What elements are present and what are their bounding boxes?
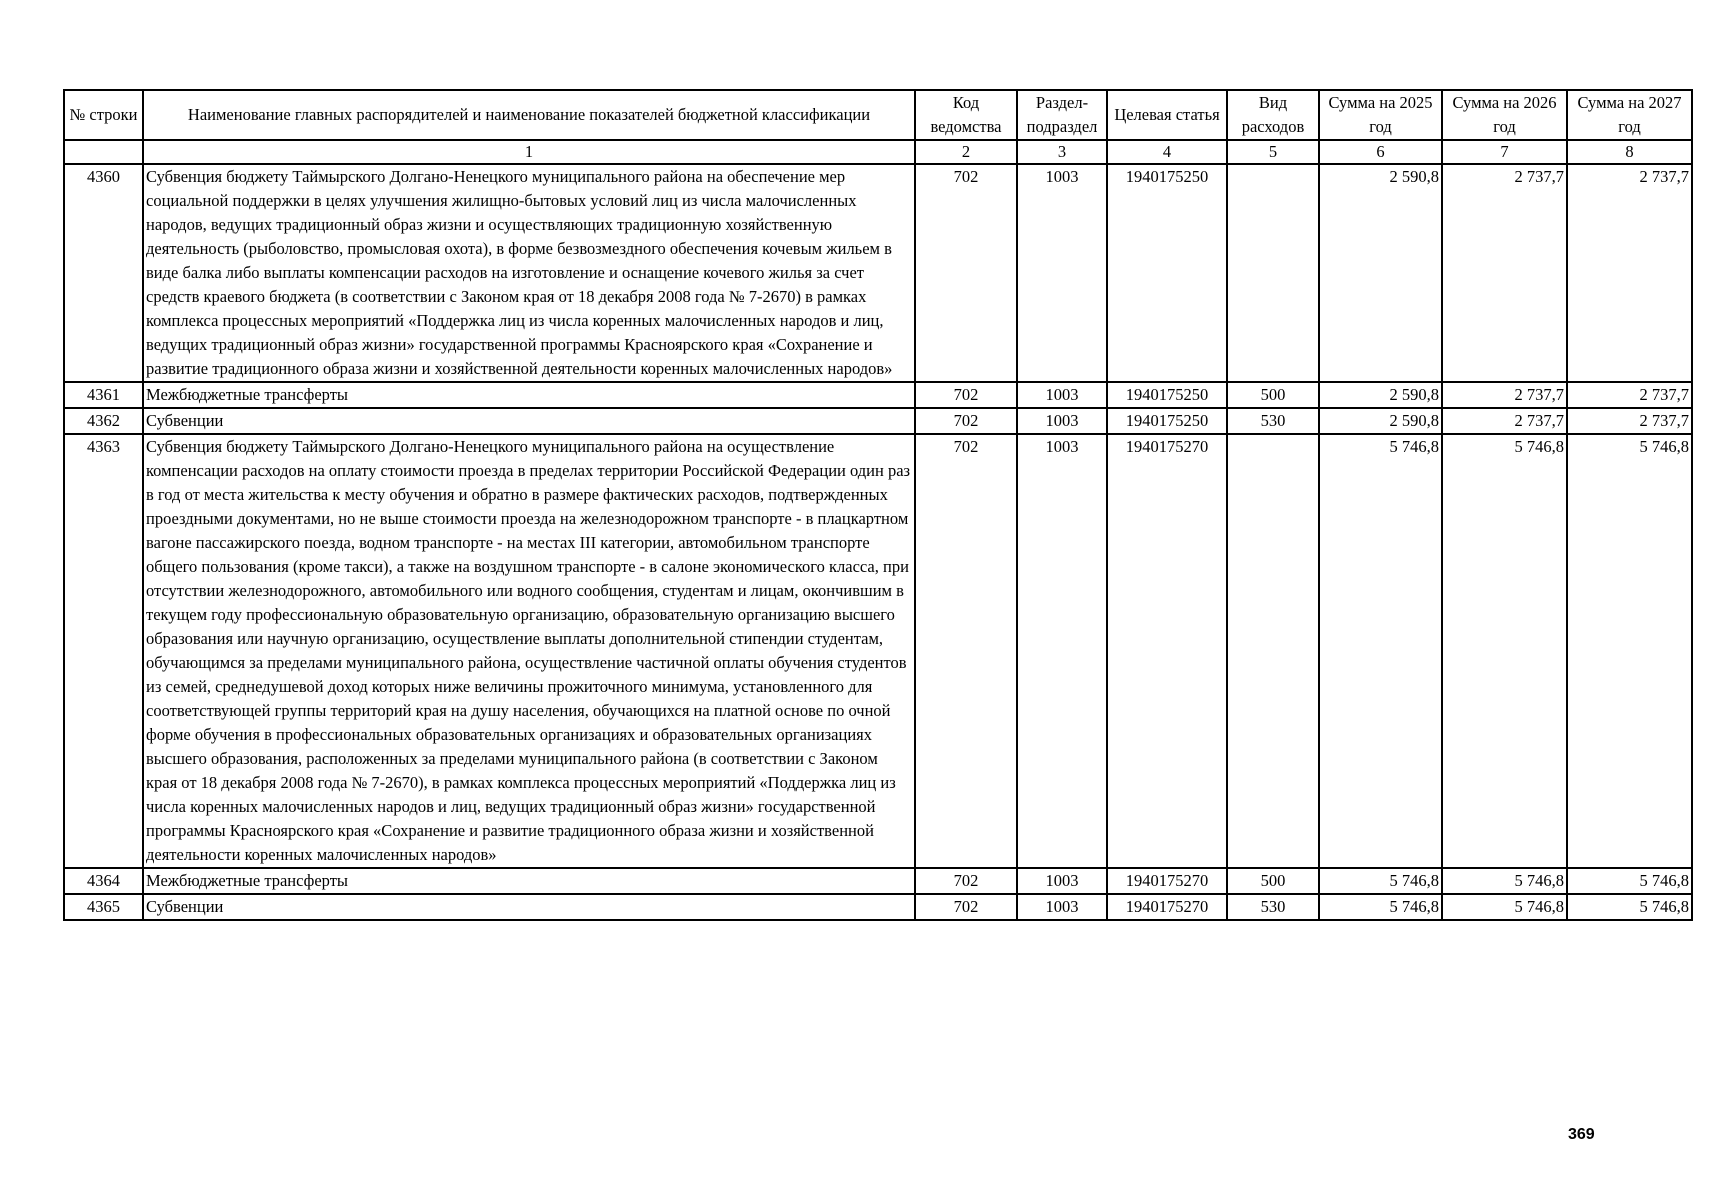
table-row xyxy=(64,164,1692,382)
sum-2027: 5 746,8 xyxy=(1567,894,1692,920)
table-header-row xyxy=(64,90,1692,140)
table-row xyxy=(64,894,1692,920)
sum-2026: 5 746,8 xyxy=(1442,868,1567,894)
dept-code: 702 xyxy=(915,894,1017,920)
column-number: 6 xyxy=(1319,140,1442,164)
table-row xyxy=(64,408,1692,434)
header-name: Наименование главных распорядителей и наименование показателей бюджетной классификации xyxy=(143,90,915,140)
column-number: 7 xyxy=(1442,140,1567,164)
expense-type: 500 xyxy=(1227,382,1319,408)
line-number: 4361 xyxy=(64,382,143,408)
target-article: 1940175270 xyxy=(1107,894,1227,920)
sum-2025: 5 746,8 xyxy=(1319,868,1442,894)
sum-2026: 2 737,7 xyxy=(1442,408,1567,434)
header-expense-type: Вид расходов xyxy=(1227,90,1319,140)
table-row xyxy=(64,382,1692,408)
line-number: 4365 xyxy=(64,894,143,920)
sum-2026: 2 737,7 xyxy=(1442,164,1567,382)
sum-2026: 5 746,8 xyxy=(1442,434,1567,868)
expense-type: 500 xyxy=(1227,868,1319,894)
section-code: 1003 xyxy=(1017,408,1107,434)
column-number: 3 xyxy=(1017,140,1107,164)
line-number: 4360 xyxy=(64,164,143,382)
line-number: 4364 xyxy=(64,868,143,894)
sum-2025: 2 590,8 xyxy=(1319,408,1442,434)
header-sum-2025: Сумма на 2025 год xyxy=(1319,90,1442,140)
column-number: 2 xyxy=(915,140,1017,164)
page-number: 369 xyxy=(1568,1126,1595,1143)
expense-type: 530 xyxy=(1227,408,1319,434)
section-code: 1003 xyxy=(1017,382,1107,408)
sum-2027: 2 737,7 xyxy=(1567,382,1692,408)
sum-2025: 2 590,8 xyxy=(1319,382,1442,408)
dept-code: 702 xyxy=(915,408,1017,434)
column-number: 5 xyxy=(1227,140,1319,164)
header-dept-code: Код ведомства xyxy=(915,90,1017,140)
line-number: 4362 xyxy=(64,408,143,434)
dept-code: 702 xyxy=(915,382,1017,408)
sum-2025: 2 590,8 xyxy=(1319,164,1442,382)
header-line-number: № строки xyxy=(64,90,143,140)
sum-2026: 2 737,7 xyxy=(1442,382,1567,408)
target-article: 1940175250 xyxy=(1107,164,1227,382)
expense-type xyxy=(1227,164,1319,382)
dept-code: 702 xyxy=(915,434,1017,868)
column-number: 4 xyxy=(1107,140,1227,164)
column-number-row xyxy=(64,140,1692,164)
item-name: Субвенция бюджету Таймырского Долгано-Ненецкого муниципального района на обеспечение мер социальной поддержки в целях улучшения жилищно-бытовых условий лиц из числа малочисленных народов, ведущих традиционный образ жизни и осуществляющих традиционную хозяйственную деятельность (рыболовство, промысловая охота), в форме безвозмездного обеспечения кочевым жильем в виде балка либо выплаты компенсации расходов на изготовление и оснащение кочевого жилья за счет средств краевого бюджета (в соответствии с Законом края от 18 декабря 2008 года № 7-2670) в рамках комплекса процессных мероприятий «Поддержка лиц из числа коренных малочисленных народов и лиц, ведущих традиционный образ жизни» государственной программы Красноярского края «Сохранение и развитие традиционного образа жизни и хозяйственной деятельности коренных малочисленных народов» xyxy=(143,164,915,382)
target-article: 1940175250 xyxy=(1107,382,1227,408)
table-row xyxy=(64,434,1692,868)
item-name: Субвенции xyxy=(143,408,915,434)
header-sum-2027: Сумма на 2027 год xyxy=(1567,90,1692,140)
expense-type xyxy=(1227,434,1319,868)
section-code: 1003 xyxy=(1017,434,1107,868)
dept-code: 702 xyxy=(915,164,1017,382)
sum-2025: 5 746,8 xyxy=(1319,434,1442,868)
item-name: Межбюджетные трансферты xyxy=(143,868,915,894)
line-number: 4363 xyxy=(64,434,143,868)
sum-2027: 2 737,7 xyxy=(1567,164,1692,382)
item-name: Субвенция бюджету Таймырского Долгано-Ненецкого муниципального района на осуществление компенсации расходов на оплату стоимости проезда в пределах территории Российской Федерации один раз в год от места жительства к месту обучения и обратно в размере фактических расходов, подтвержденных проездными документами, но не выше стоимости проезда на железнодорожном транспорте - в плацкартном вагоне пассажирского поезда, водном транспорте - на местах III категории, автомобильном транспорте общего пользования (кроме такси), а также на воздушном транспорте - в салоне экономического класса, при отсутствии железнодорожного, автомобильного или водного сообщения, студентам и лицам, окончившим в текущем году профессиональную образовательную организацию, образовательную организацию высшего образования или научную организацию, осуществление выплаты дополнительной стипендии студентам, обучающимся за пределами муниципального района, осуществление частичной оплаты обучения студентов из семей, среднедушевой доход которых ниже величины прожиточного минимума, установленного для соответствующей группы территорий края на душу населения, обучающихся на платной основе по очной форме обучения в профессиональных образовательных организациях и образовательных организациях высшего образования, расположенных за пределами муниципального района (в соответствии с Законом края от 18 декабря 2008 года № 7-2670), в рамках комплекса процессных мероприятий «Поддержка лиц из числа коренных малочисленных народов и лиц, ведущих традиционный образ жизни» государственной программы Красноярского края «Сохранение и развитие традиционного образа жизни и хозяйственной деятельности коренных малочисленных народов» xyxy=(143,434,915,868)
sum-2025: 5 746,8 xyxy=(1319,894,1442,920)
expense-type: 530 xyxy=(1227,894,1319,920)
column-number: 1 xyxy=(143,140,915,164)
column-number: 8 xyxy=(1567,140,1692,164)
sum-2026: 5 746,8 xyxy=(1442,894,1567,920)
header-target-article: Целевая статья xyxy=(1107,90,1227,140)
target-article: 1940175270 xyxy=(1107,434,1227,868)
sum-2027: 5 746,8 xyxy=(1567,868,1692,894)
target-article: 1940175250 xyxy=(1107,408,1227,434)
section-code: 1003 xyxy=(1017,164,1107,382)
budget-table xyxy=(63,89,1693,921)
header-sum-2026: Сумма на 2026 год xyxy=(1442,90,1567,140)
dept-code: 702 xyxy=(915,868,1017,894)
table-row xyxy=(64,868,1692,894)
target-article: 1940175270 xyxy=(1107,868,1227,894)
section-code: 1003 xyxy=(1017,868,1107,894)
item-name: Субвенции xyxy=(143,894,915,920)
section-code: 1003 xyxy=(1017,894,1107,920)
sum-2027: 2 737,7 xyxy=(1567,408,1692,434)
header-section: Раздел-подраздел xyxy=(1017,90,1107,140)
sum-2027: 5 746,8 xyxy=(1567,434,1692,868)
item-name: Межбюджетные трансферты xyxy=(143,382,915,408)
